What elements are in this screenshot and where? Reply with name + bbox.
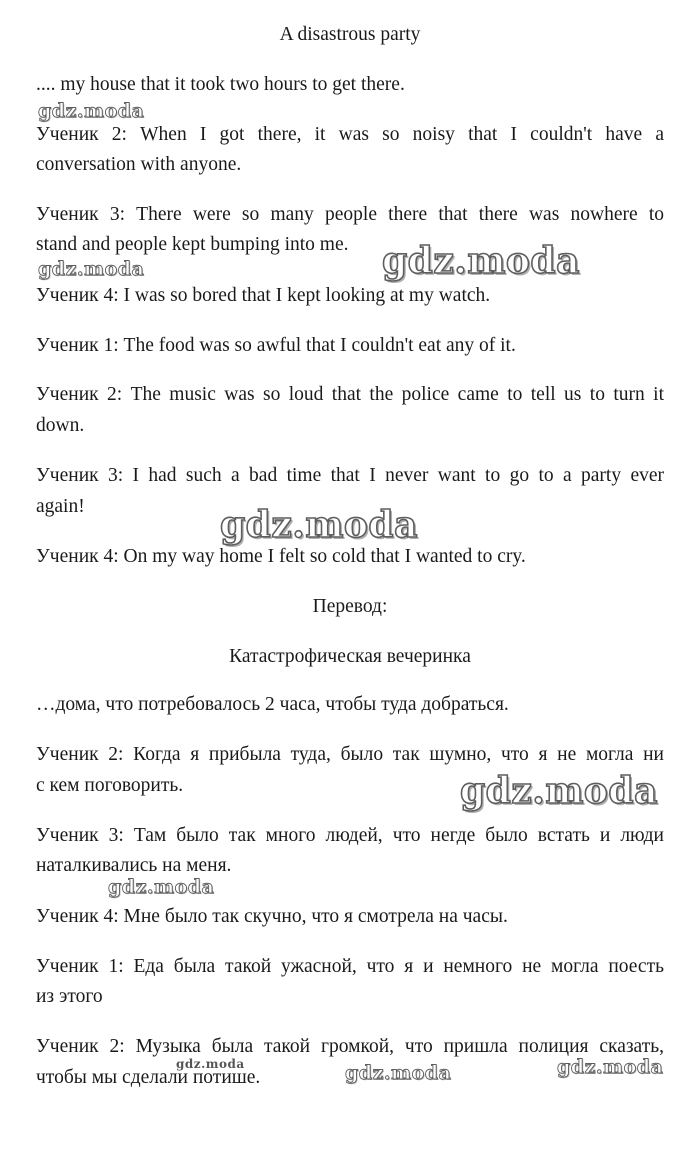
paragraph-line: Ученик 4: Мне было так скучно, что я смотрела на часы.	[36, 906, 508, 927]
paragraph-line: Ученик 2: Когда я прибыла туда, было так шумно, что я не могла ни	[36, 744, 664, 765]
paragraph-line: Ученик 1: Еда была такой ужасной, что я и немного не могла поесть	[36, 956, 664, 977]
translation-title: Катастрофическая вечеринка	[229, 646, 471, 667]
paragraph-line: stand and people kept bumping into me.	[36, 234, 349, 255]
paragraph-line: Ученик 3: Там было так много людей, что негде было встать и люди	[36, 825, 664, 846]
paragraph-line: Ученик 1: The food was so awful that I couldn't eat any of it.	[36, 335, 516, 356]
watermark: gdz.moda	[382, 240, 580, 282]
paragraph-line: чтобы мы сделали потише.	[36, 1067, 261, 1088]
watermark: gdz.moda	[38, 258, 145, 280]
paragraph-line: Ученик 4: On my way home I felt so cold that I wanted to cry.	[36, 546, 526, 567]
watermark: gdz.moda	[38, 100, 145, 122]
paragraph-line: Ученик 2: The music was so loud that the police came to tell us to turn it	[36, 384, 664, 405]
paragraph-line: Ученик 4: I was so bored that I kept looking at my watch.	[36, 285, 491, 306]
watermark: gdz.moda	[557, 1056, 664, 1078]
paragraph-line: again!	[36, 496, 85, 517]
watermark: gdz.moda	[220, 504, 418, 546]
watermark: gdz.moda	[460, 770, 658, 812]
paragraph-line: conversation with anyone.	[36, 154, 242, 175]
paragraph-line: Ученик 2: Музыка была такой громкой, что пришла полиция сказать,	[36, 1036, 664, 1057]
paragraph-line: с кем поговорить.	[36, 775, 184, 796]
watermark: gdz.moda	[345, 1062, 452, 1084]
paragraph-line: Ученик 3: There were so many people there that there was nowhere to	[36, 204, 664, 225]
paragraph-line: …дома, что потребовалось 2 часа, чтобы туда добраться.	[36, 694, 509, 715]
translation-heading: Перевод:	[312, 596, 388, 617]
paragraph-line: из этого	[36, 986, 103, 1007]
paragraph-line: Ученик 3: I had such a bad time that I never want to go to a party ever	[36, 465, 664, 486]
paragraph-line: наталкивались на меня.	[36, 855, 232, 876]
document-page	[36, 0, 664, 1161]
document-title: A disastrous party	[279, 24, 421, 45]
paragraph-line: down.	[36, 415, 85, 436]
watermark: gdz.moda	[108, 876, 215, 898]
watermark: gdz.moda	[176, 1057, 245, 1071]
paragraph-line: Ученик 2: When I got there, it was so noisy that I couldn't have a	[36, 124, 664, 145]
paragraph-line: .... my house that it took two hours to get there.	[36, 74, 405, 95]
